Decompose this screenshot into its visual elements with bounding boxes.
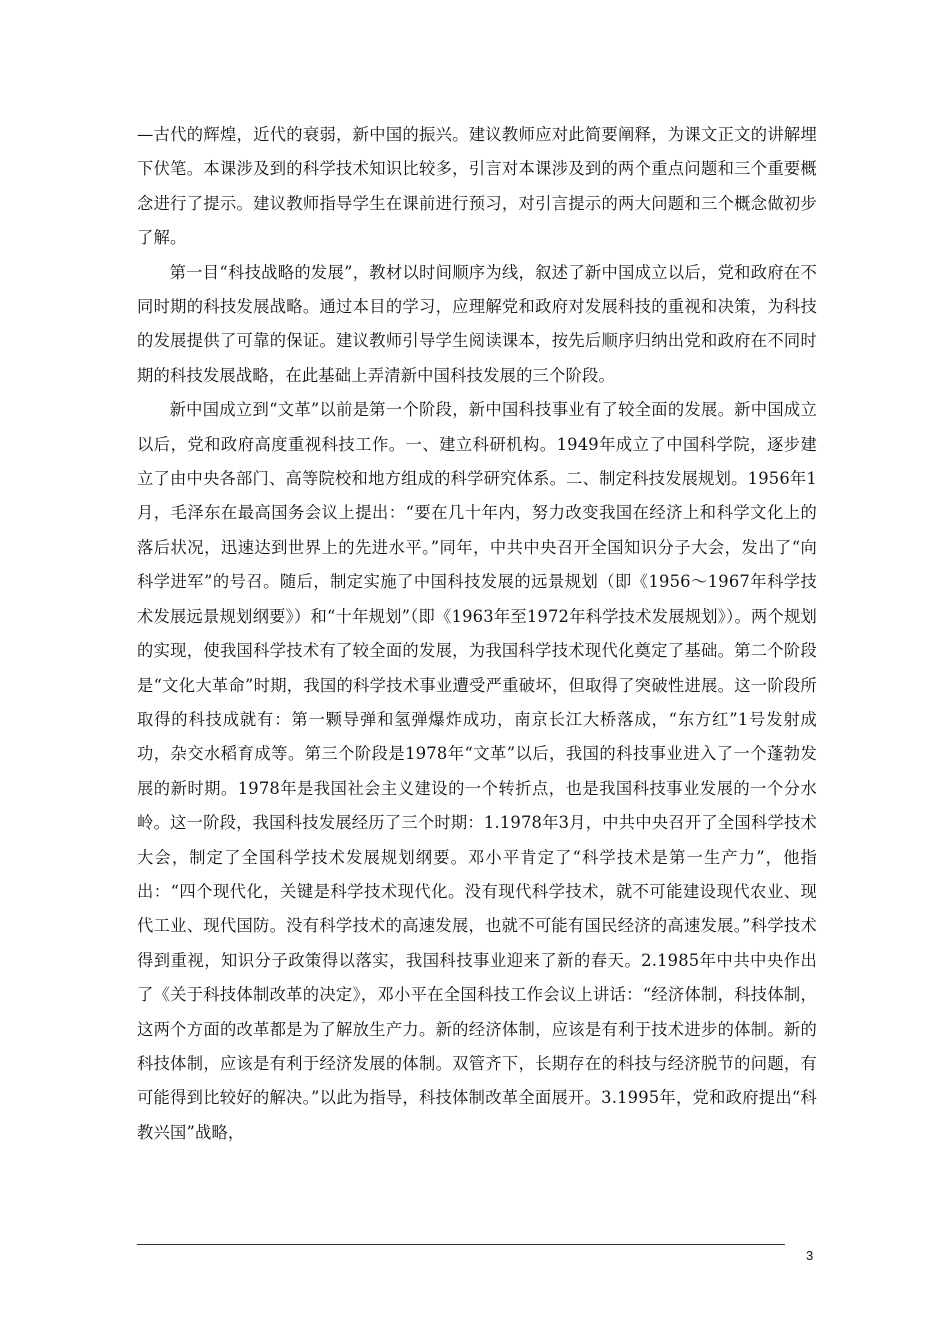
paragraph-section-one: 第一目“科技战略的发展”，教材以时间顺序为线，叙述了新中国成立以后，党和政府在不同时期的科技发展战略。通过本目的学习，应理解党和政府对发展科技的重视和决策，为科技的发展提供了可靠的保证。建议教师引导学生阅读课本，按先后顺序归纳出党和政府在不同时期的科技发展战略，在此基础上弄清新中国科技发展的三个阶段。 xyxy=(137,262,817,385)
paragraph-intro-continuation: —古代的辉煌，近代的衰弱，新中国的振兴。建议教师应对此简要阐释，为课文正文的讲解埋下伏笔。本课涉及到的科学技术知识比较多，引言对本课涉及到的两个重点问题和三个重要概念进行了提示。建议教师指导学生在课前进行预习，对引言提示的两大问题和三个概念做初步了解。 xyxy=(137,125,817,248)
footer-divider xyxy=(137,1244,785,1245)
page-body xyxy=(137,118,817,1150)
page-number: 3 xyxy=(806,1248,814,1263)
paragraph-three-stages: 新中国成立到“文革”以前是第一个阶段，新中国科技事业有了较全面的发展。新中国成立以后，党和政府高度重视科技工作。一、建立科研机构。1949年成立了中国科学院，逐步建立了由中央各部门、高等院校和地方组成的科学研究体系。二、制定科技发展规划。1956年1月，毛泽东在最高国务会议上提出：“要在几十年内，努力改变我国在经济上和科学文化上的落后状况，迅速达到世界上的先进水平。”同年，中共中央召开全国知识分子大会，发出了“向科学进军”的号召。随后，制定实施了中国科技发展的远景规划（即《1956～1967年科学技术发展远景规划纲要》）和“十年规划”（即《1963年至1972年科学技术发展规划》）。两个规划的实现，使我国科学技术有了较全面的发展，为我国科学技术现代化奠定了基础。第二个阶段是“文化大革命”时期，我国的科学技术事业遭受严重破坏，但取得了突破性进展。这一阶段所取得的科技成就有：第一颗导弹和氢弹爆炸成功，南京长江大桥落成，“东方红”1号发射成功，杂交水稻育成等。第三个阶段是1978年“文革”以后，我国的科技事业进入了一个蓬勃发展的新时期。1978年是我国社会主义建设的一个转折点，也是我国科技事业发展的一个分水岭。这一阶段，我国科技发展经历了三个时期：1.1978年3月，中共中央召开了全国科学技术大会，制定了全国科学技术发展规划纲要。邓小平肯定了“科学技术是第一生产力”，他指出：“四个现代化，关键是科学技术现代化。没有现代科学技术，就不可能建设现代农业、现代工业、现代国防。没有科学技术的高速发展，也就不可能有国民经济的高速发展。”科学技术得到重视，知识分子政策得以落实，我国科技事业迎来了新的春天。2.1985年中共中央作出了《关于科技体制改革的决定》，邓小平在全国科技工作会议上讲话：“经济体制，科技体制，这两个方面的改革都是为了解放生产力。新的经济体制，应该是有利于技术进步的体制。新的科技体制，应该是有利于经济发展的体制。双管齐下，长期存在的科技与经济脱节的问题，有可能得到比较好的解决。”以此为指导，科技体制改革全面展开。3.1995年，党和政府提出“科教兴国”战略， xyxy=(137,400,817,1142)
